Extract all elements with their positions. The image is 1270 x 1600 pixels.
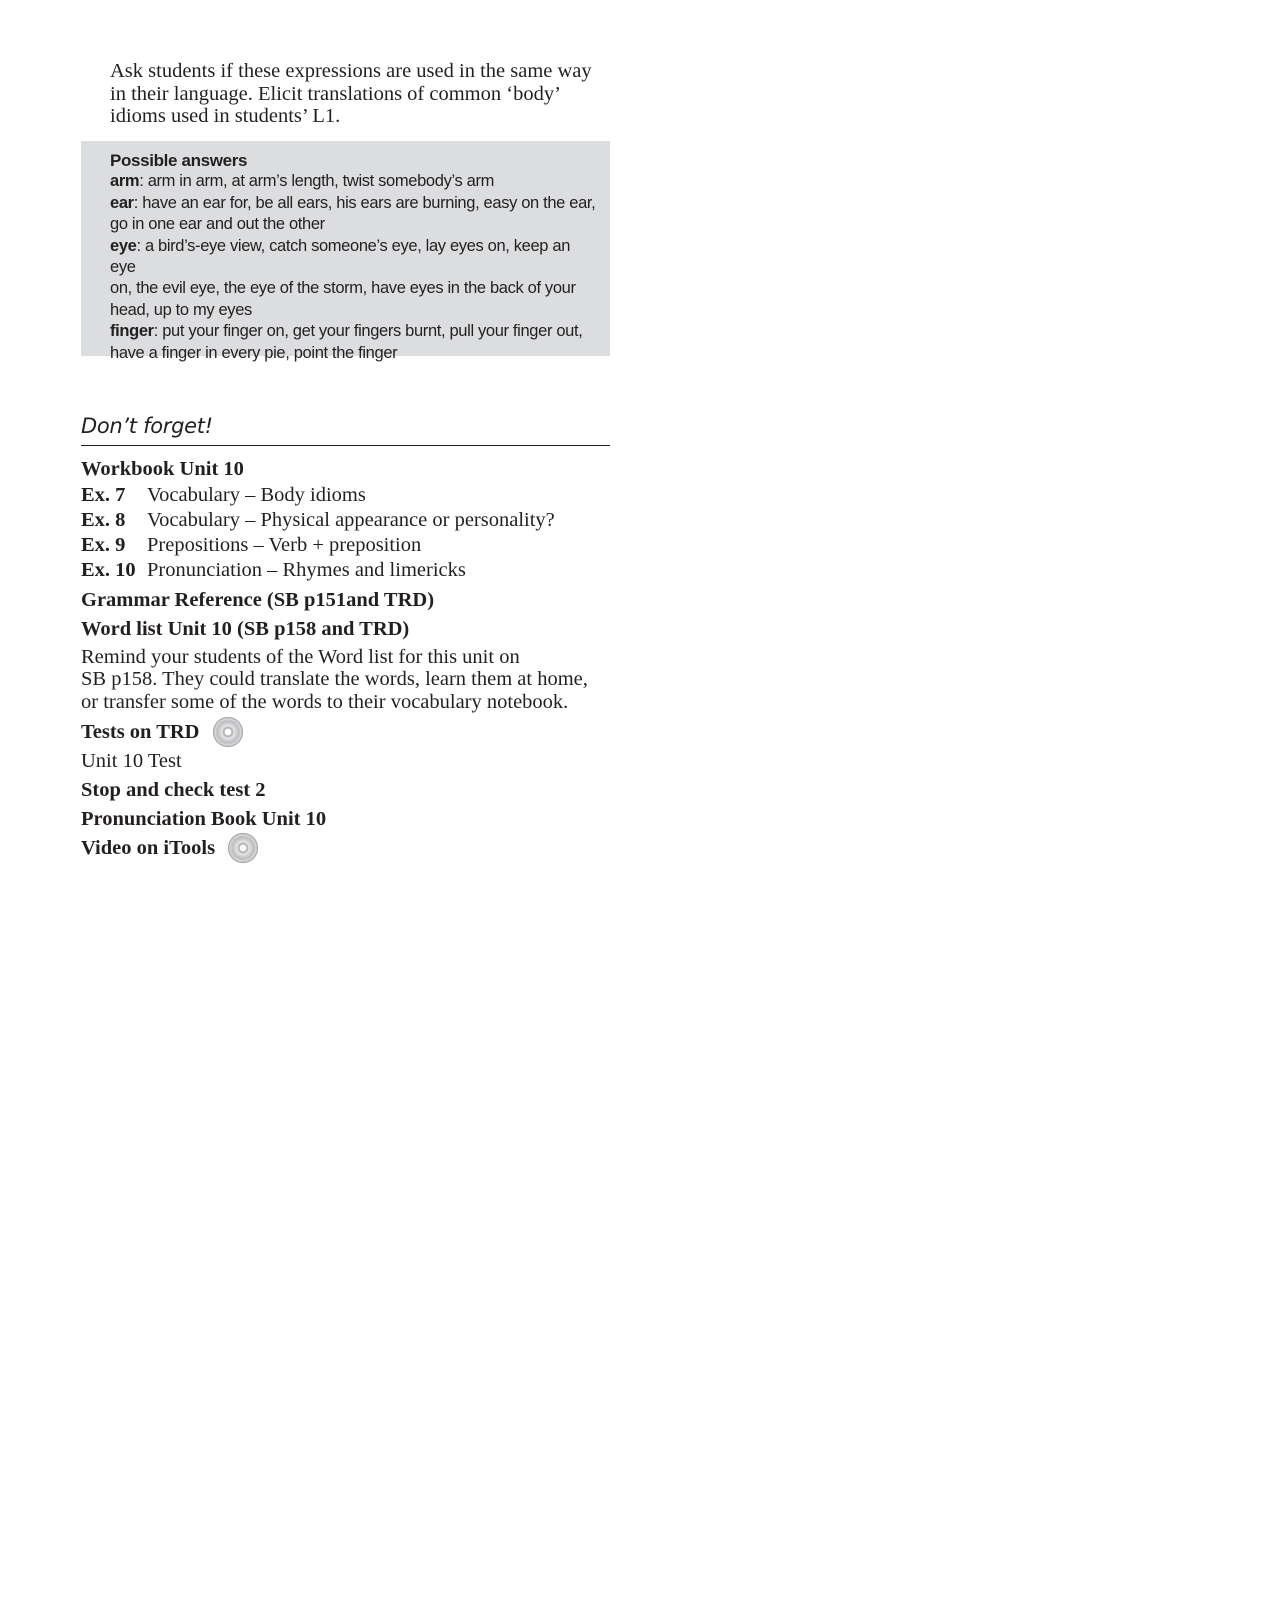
answer-line bbox=[110, 343, 598, 364]
word-list-paragraph bbox=[81, 646, 621, 714]
exercise-row bbox=[81, 533, 621, 558]
cd-disc-icon bbox=[228, 833, 258, 863]
exercise-row bbox=[81, 483, 621, 508]
intro-line: in their language. Elicit translations of common ‘body’ bbox=[110, 82, 561, 105]
answer-text: on, the evil eye, the eye of the storm, have eyes in the back of your bbox=[110, 279, 576, 298]
exercise-text: Vocabulary – Body idioms bbox=[147, 483, 366, 506]
video-heading bbox=[81, 835, 621, 861]
answer-text: have a finger in every pie, point the finger bbox=[110, 343, 398, 362]
workbook-heading: Workbook Unit 10 bbox=[81, 458, 244, 480]
answer-line bbox=[110, 214, 598, 235]
answer-text: : put your finger on, get your fingers burnt, pull your finger out, bbox=[153, 322, 583, 341]
answer-text: : arm in arm, at arm’s length, twist somebody’s arm bbox=[139, 172, 494, 191]
exercise-number: Ex. 9 bbox=[81, 534, 126, 557]
answer-line bbox=[110, 236, 598, 279]
paragraph-line: or transfer some of the words to their vocabulary notebook. bbox=[81, 690, 569, 713]
possible-answers-title: Possible answers bbox=[110, 151, 248, 170]
grammar-reference-heading: Grammar Reference (SB p151and TRD) bbox=[81, 588, 435, 611]
exercise-number: Ex. 7 bbox=[81, 483, 126, 506]
tests-heading bbox=[81, 719, 621, 745]
word-list-heading: Word list Unit 10 (SB p158 and TRD) bbox=[81, 617, 410, 640]
answer-term: finger bbox=[110, 322, 154, 341]
exercise-row bbox=[81, 508, 621, 533]
pronunciation-book-heading: Pronunciation Book Unit 10 bbox=[81, 808, 327, 831]
answer-line bbox=[110, 321, 598, 342]
exercise-number: Ex. 10 bbox=[81, 559, 136, 582]
answer-line bbox=[110, 300, 598, 321]
answer-term: arm bbox=[110, 172, 140, 191]
cd-disc-icon bbox=[213, 717, 243, 747]
answer-term: ear bbox=[110, 193, 134, 212]
intro-paragraph bbox=[110, 60, 620, 128]
unit-test-item: Unit 10 Test bbox=[81, 750, 182, 773]
answer-line bbox=[110, 278, 598, 299]
tests-label: Tests on TRD bbox=[81, 721, 200, 744]
answer-text: : have an ear for, be all ears, his ears are burning, easy on the ear, bbox=[133, 193, 596, 212]
answer-line bbox=[110, 171, 598, 192]
exercise-text: Vocabulary – Physical appearance or personality? bbox=[147, 508, 555, 531]
paragraph-line: SB p158. They could translate the words, learn them at home, bbox=[81, 668, 588, 691]
paragraph-line: Remind your students of the Word list for this unit on bbox=[81, 645, 520, 668]
dont-forget-heading: Don’t forget! bbox=[81, 409, 610, 446]
answer-text: : a bird’s-eye view, catch someone’s eye, lay eyes on, keep an eye bbox=[110, 236, 571, 277]
video-label: Video on iTools bbox=[81, 837, 216, 860]
exercise-row bbox=[81, 558, 621, 583]
answer-text: go in one ear and out the other bbox=[110, 215, 325, 234]
answer-line bbox=[110, 193, 598, 214]
intro-line: Ask students if these expressions are used in the same way bbox=[110, 60, 592, 82]
stop-check-heading: Stop and check test 2 bbox=[81, 779, 266, 802]
intro-line: idioms used in students’ L1. bbox=[110, 105, 341, 127]
resources-list bbox=[81, 457, 621, 861]
exercise-text: Prepositions – Verb + preposition bbox=[147, 534, 422, 557]
exercise-text: Pronunciation – Rhymes and limericks bbox=[147, 559, 466, 582]
possible-answers-box bbox=[81, 141, 610, 362]
answer-term: eye bbox=[110, 236, 137, 255]
exercise-number: Ex. 8 bbox=[81, 508, 126, 531]
answer-text: head, up to my eyes bbox=[110, 300, 252, 319]
